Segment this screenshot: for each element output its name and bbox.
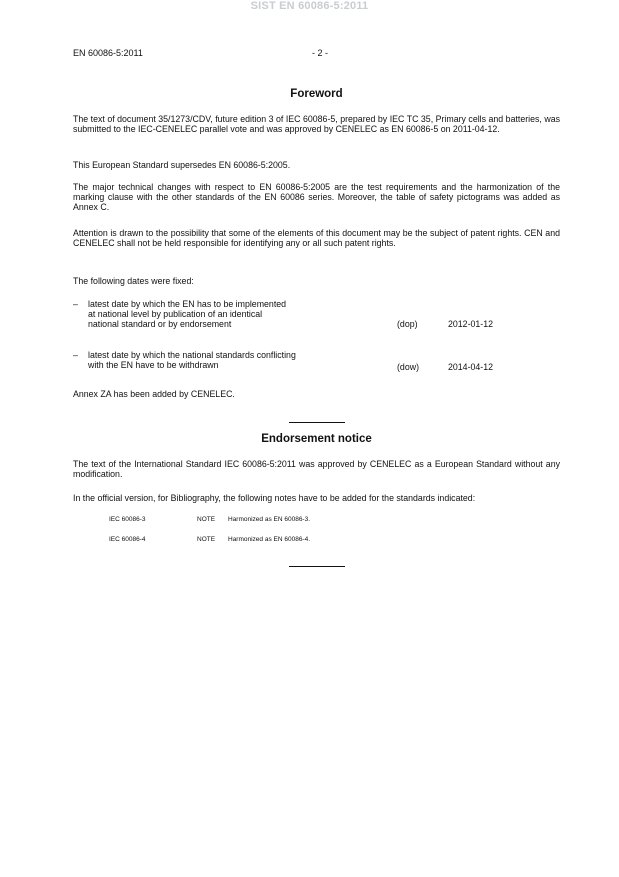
date-value: 2012-01-12 — [448, 319, 493, 329]
date-item-text-line: latest date by which the EN has to be implemented — [88, 299, 287, 309]
date-item-text-line: at national level by publication of an identical — [88, 309, 263, 319]
header-doc-id: EN 60086-5:2011 — [73, 48, 143, 58]
note-standard-code: IEC 60086-3 — [109, 516, 146, 523]
endorsement-title: Endorsement notice — [261, 433, 372, 445]
note-standard-code: IEC 60086-4 — [109, 536, 146, 543]
foreword-paragraph-4: Attention is drawn to the possibility that some of the elements of this document may be the subject of patent rights. CEN and CENELEC shall not be held responsible for identifying any or all such patent rights. — [73, 228, 560, 248]
note-label: NOTE — [197, 516, 216, 523]
date-abbr: (dop) — [397, 319, 418, 329]
date-item-text-line: latest date by which the national standards conflicting — [88, 350, 296, 360]
note-text: Harmonized as EN 60086-3. — [228, 516, 311, 523]
date-value: 2014-04-12 — [448, 362, 493, 372]
foreword-paragraph-2: This European Standard supersedes EN 60086-5:2005. — [73, 160, 291, 170]
section-divider — [289, 566, 345, 567]
date-item-text-line: national standard or by endorsement — [88, 319, 232, 329]
header-page-number: - 2 - — [311, 48, 328, 58]
endorsement-paragraph-2: In the official version, for Bibliography, the following notes have to be added for the standards indicated: — [73, 493, 476, 503]
date-item-text-line: with the EN have to be withdrawn — [88, 360, 219, 370]
dash-bullet: – — [73, 299, 78, 309]
date-abbr: (dow) — [397, 362, 419, 372]
endorsement-paragraph-1: The text of the International Standard IEC 60086-5:2011 was approved by CENELEC as a European Standard without any modification. — [73, 459, 560, 479]
dash-bullet: – — [73, 350, 78, 360]
note-label: NOTE — [197, 536, 216, 543]
foreword-paragraph-6: Annex ZA has been added by CENELEC. — [73, 389, 235, 399]
note-text: Harmonized as EN 60086-4. — [228, 536, 311, 543]
foreword-paragraph-1: The text of document 35/1273/CDV, future edition 3 of IEC 60086-5, prepared by IEC TC 35, Primary cells and batteries, was submitted to the IEC-CENELEC parallel vote and was approved by CENELEC as EN 60086-5 on 2011-04-12. — [73, 114, 560, 134]
foreword-paragraph-3: The major technical changes with respect to EN 60086-5:2005 are the test requirements and the harmonization of the marking clause with the other standards of the EN 60086 series. Moreover, the table of safety pictograms was added as Annex C. — [73, 182, 560, 212]
foreword-title: Foreword — [290, 88, 343, 100]
watermark: SIST EN 60086-5:2011 — [250, 0, 369, 12]
section-divider — [289, 422, 345, 423]
foreword-paragraph-5: The following dates were fixed: — [73, 276, 194, 286]
